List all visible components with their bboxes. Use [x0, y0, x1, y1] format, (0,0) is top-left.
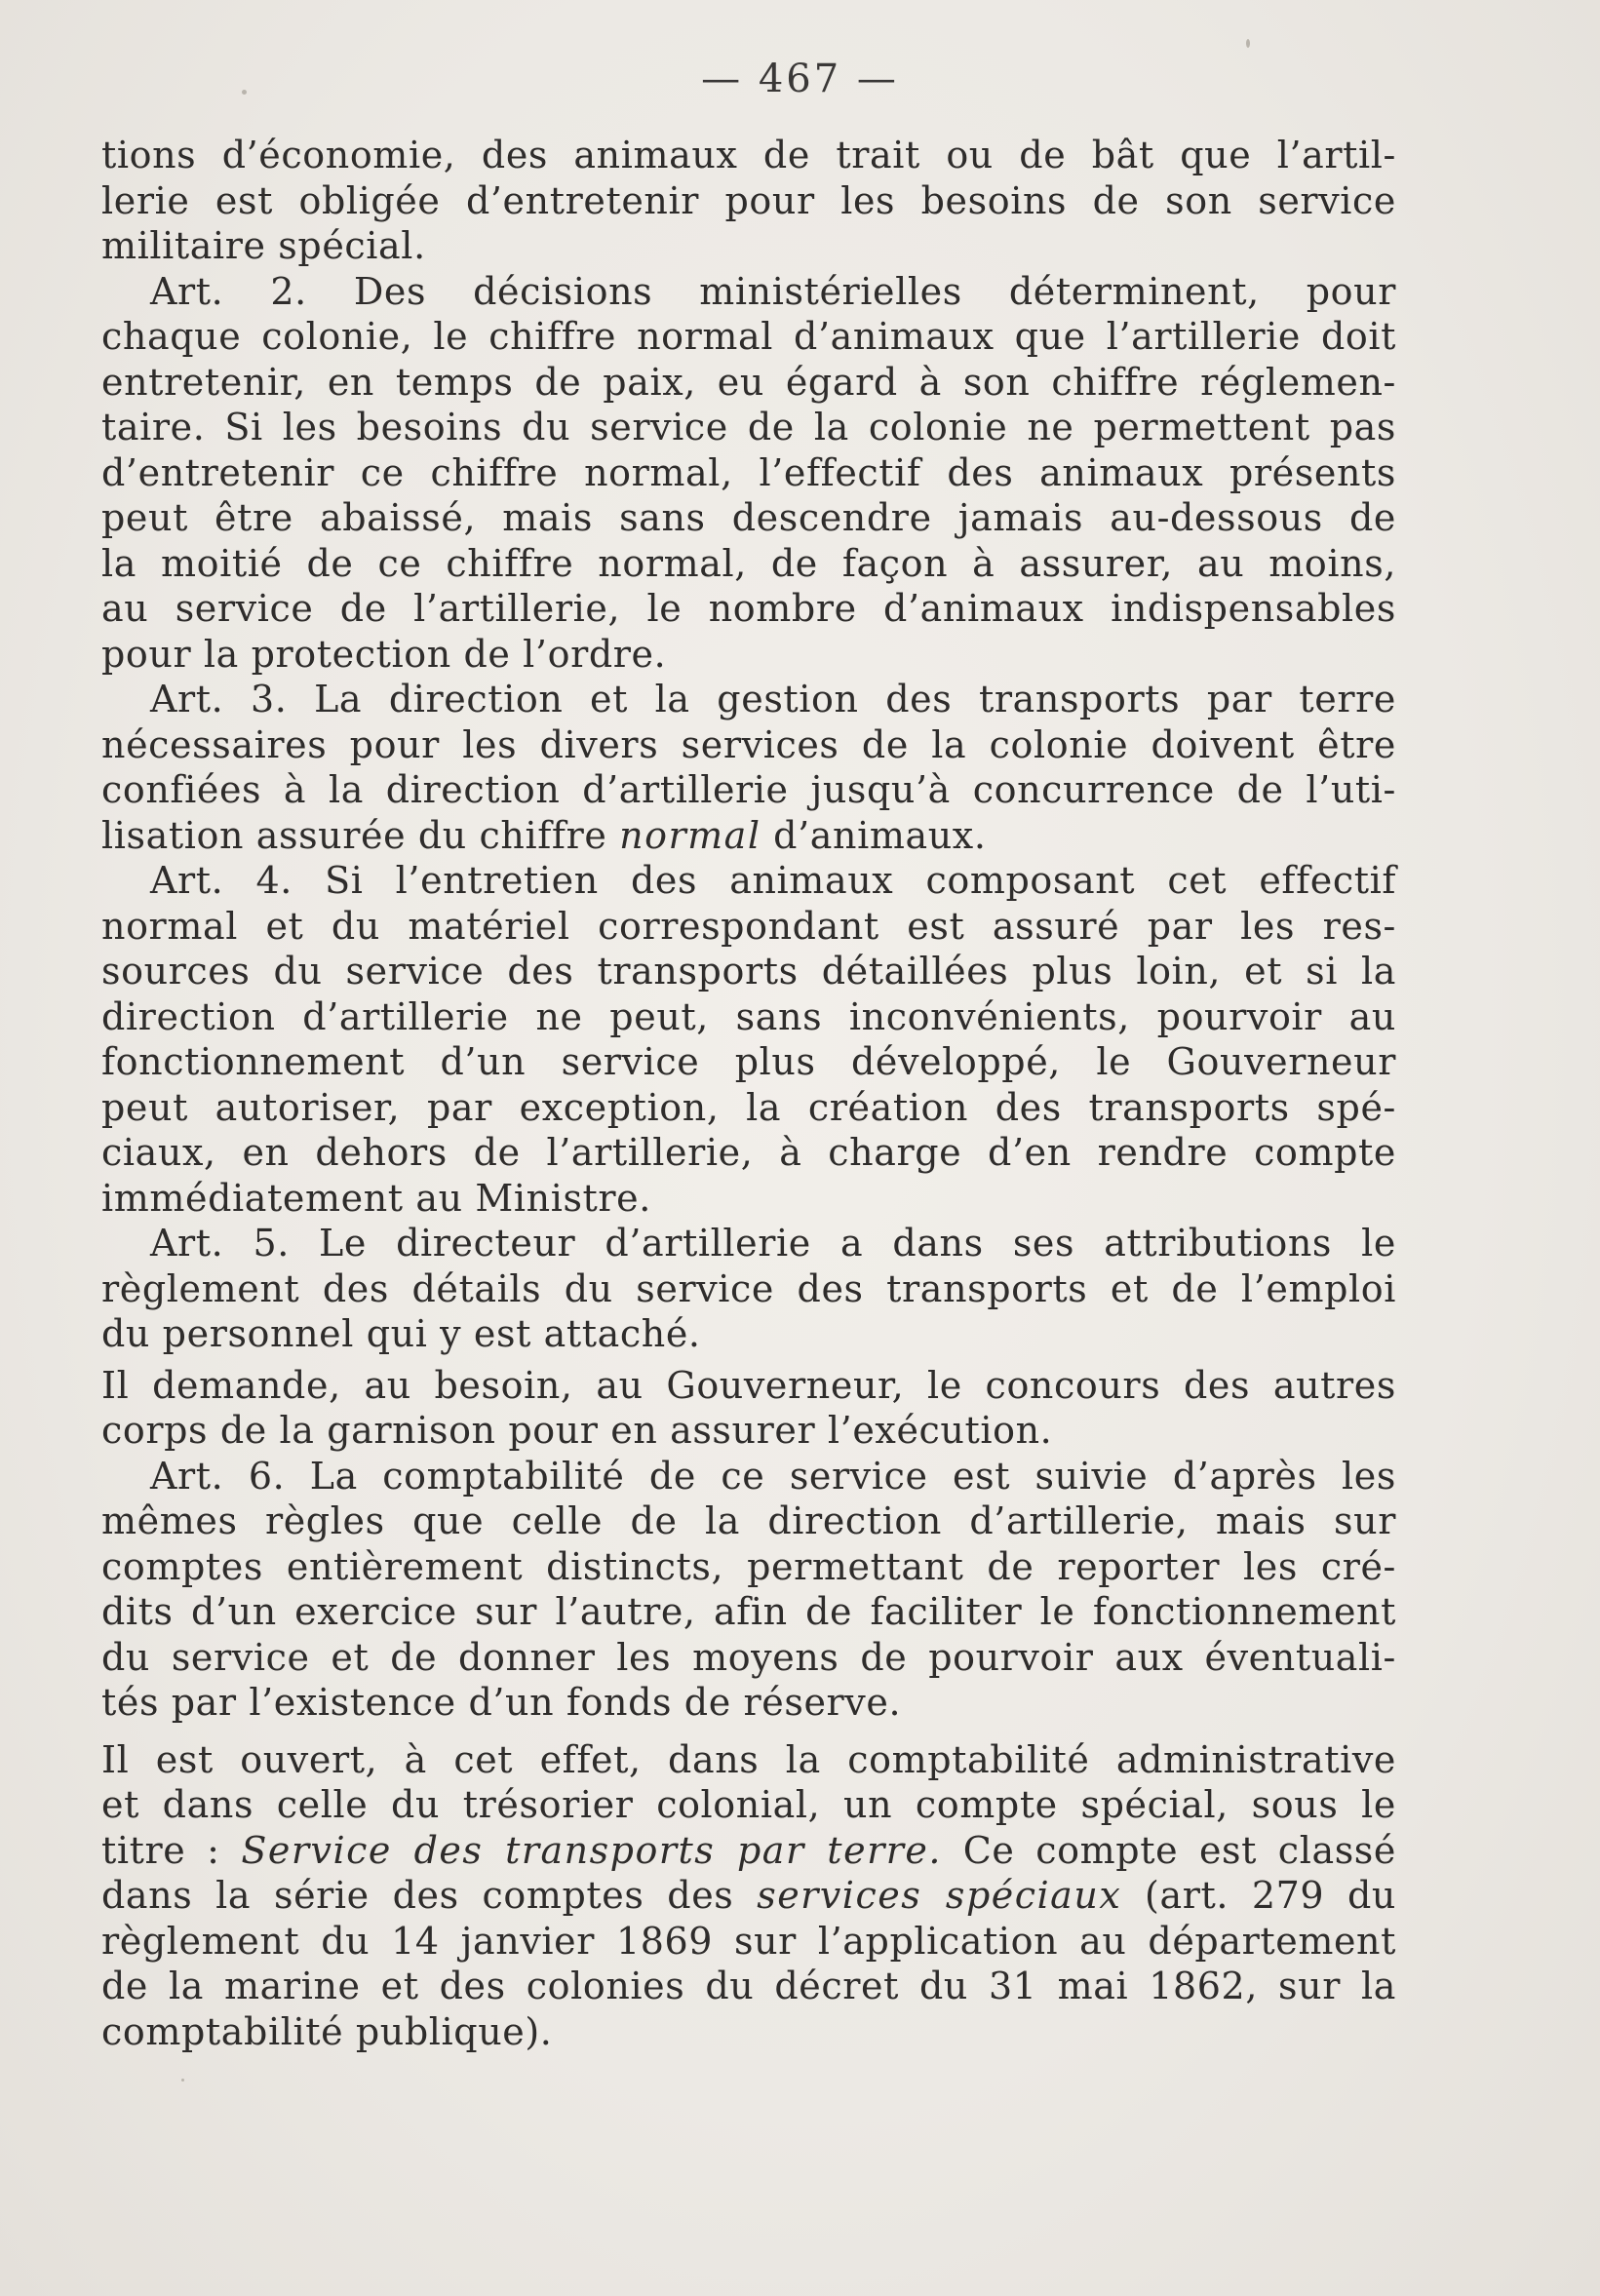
text-line: pour la protection de l’ordre.	[101, 632, 667, 676]
paragraph-continuation	[101, 133, 1396, 269]
text-line: règlement des détails du service des transports et de l’emploi	[101, 1266, 1396, 1310]
text-line: normal et du matériel correspondant est assuré par les res-	[101, 904, 1396, 948]
italic-title: Service des transports par terre.	[241, 1828, 942, 1872]
text-line: et dans celle du trésorier colonial, un compte spécial, sous le	[101, 1783, 1396, 1826]
text-line: du service et de donner les moyens de pourvoir aux éventuali-	[101, 1635, 1396, 1679]
text-line: corps de la garnison pour en assurer l’exécution.	[101, 1409, 1053, 1452]
text-line: dits d’un exercice sur l’autre, afin de faciliter le fonctionnement	[101, 1590, 1396, 1633]
text-line: tions d’économie, des animaux de trait ou de bât que l’artil-	[101, 134, 1396, 176]
text-line: Art. 3. La direction et la gestion des transports par terre	[150, 678, 1396, 720]
text-line: entretenir, en temps de paix, eu égard à son chiffre réglemen-	[101, 360, 1396, 404]
text-line: d’entretenir ce chiffre normal, l’effectif des animaux présents	[101, 450, 1396, 494]
text-line: nécessaires pour les divers services de la colonie doivent être	[101, 722, 1396, 766]
text-line	[101, 1873, 1396, 1919]
spacer	[101, 1726, 1396, 1737]
article-2	[101, 269, 1396, 678]
text-line: Il demande, au besoin, au Gouverneur, le concours des autres	[101, 1363, 1396, 1407]
text-line: chaque colonie, le chiffre normal d’animaux que l’artillerie doit	[101, 315, 1396, 358]
text-line: au service de l’artillerie, le nombre d’animaux indispensables	[101, 587, 1396, 630]
text-line: ciaux, en dehors de l’artillerie, à charge d’en rendre compte	[101, 1131, 1396, 1174]
text-line	[101, 813, 1396, 859]
paper-speck	[1246, 39, 1250, 48]
text-line: la moitié de ce chiffre normal, de façon à assurer, au moins,	[101, 541, 1396, 585]
text-line: taire. Si les besoins du service de la colonie ne permettent pas	[101, 406, 1396, 448]
article-5	[101, 1221, 1396, 1357]
text-run: (art. 279 du	[1121, 1874, 1396, 1917]
text-line	[101, 1828, 1396, 1874]
paper-speck	[181, 2079, 184, 2082]
text-line: sources du service des transports détaillées plus loin, et si la	[101, 950, 1396, 992]
paragraph-gouverneur	[101, 1363, 1396, 1454]
text-line: confiées à la direction d’artillerie jusqu’à concurrence de l’uti-	[101, 768, 1396, 811]
article-4	[101, 858, 1396, 1221]
text-line: peut autoriser, par exception, la création des transports spé-	[101, 1085, 1396, 1129]
text-line: du personnel qui y est attaché.	[101, 1312, 701, 1355]
text-line: fonctionnement d’un service plus développé, le Gouverneur	[101, 1040, 1396, 1083]
text-line: mêmes règles que celle de la direction d’artillerie, mais sur	[101, 1499, 1396, 1542]
paragraph-compte-special	[101, 1737, 1396, 2055]
italic-term: normal	[619, 813, 761, 857]
text-run: lisation assurée du chiffre	[101, 813, 620, 857]
text-line: Il est ouvert, à cet effet, dans la comptabilité administrative	[101, 1737, 1396, 1781]
body-text	[101, 133, 1396, 2054]
text-line: Art. 4. Si l’entretien des animaux composant cet effectif	[150, 859, 1396, 902]
text-line: militaire spécial.	[101, 224, 426, 267]
text-line: Art. 2. Des décisions ministérielles déterminent, pour	[150, 269, 1396, 313]
article-3	[101, 677, 1396, 858]
text-line: comptabilité publique).	[101, 2009, 553, 2053]
text-line: lerie est obligée d’entretenir pour les besoins de son service	[101, 178, 1396, 222]
text-line: tés par l’existence d’un fonds de réserve.	[101, 1681, 902, 1724]
text-line: Art. 6. La comptabilité de ce service est suivie d’après les	[150, 1454, 1396, 1498]
text-run: d’animaux.	[761, 813, 987, 857]
text-line: peut être abaissé, mais sans descendre jamais au-dessous de	[101, 496, 1396, 539]
article-6	[101, 1454, 1396, 1726]
text-run: titre :	[101, 1828, 242, 1872]
text-line: de la marine et des colonies du décret du 31 mai 1862, sur la	[101, 1965, 1396, 2007]
text-run: dans la série des comptes des	[101, 1874, 758, 1917]
italic-term: services spéciaux	[757, 1874, 1122, 1917]
text-line: comptes entièrement distincts, permettant de reporter les cré-	[101, 1544, 1396, 1588]
text-line: immédiatement au Ministre.	[101, 1176, 651, 1220]
text-line: direction d’artillerie ne peut, sans inconvénients, pourvoir au	[101, 994, 1396, 1038]
text-run: Ce compte est classé	[941, 1828, 1396, 1872]
text-line: Art. 5. Le directeur d’artillerie a dans ses attributions le	[150, 1222, 1396, 1265]
page-number: — 467 —	[701, 57, 899, 101]
text-line: règlement du 14 janvier 1869 sur l’application au département	[101, 1919, 1396, 1963]
